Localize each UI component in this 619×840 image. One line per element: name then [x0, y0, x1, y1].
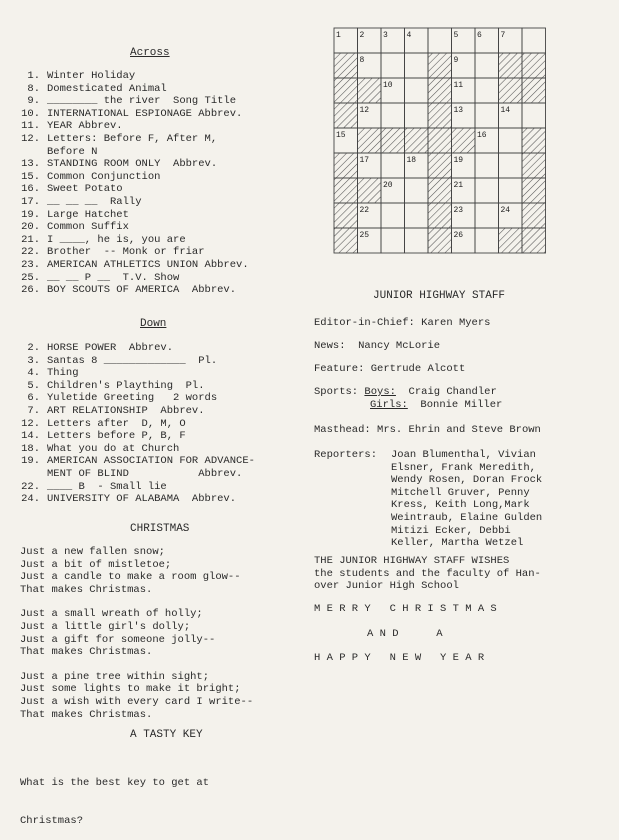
crossword-cell — [381, 203, 405, 228]
crossword-block — [358, 178, 382, 203]
crossword-block — [499, 53, 523, 78]
crossword-cell — [381, 153, 405, 178]
news-line — [314, 340, 440, 353]
crossword-cell — [499, 178, 523, 203]
clue-number: 18. — [21, 442, 40, 455]
clue-text: Letters: Before F, After M, — [47, 132, 218, 145]
crossword-block — [334, 203, 358, 228]
clue-number: 1. — [27, 70, 40, 82]
poem-line: That makes Christmas. — [20, 583, 153, 596]
crossword-block — [334, 153, 358, 178]
crossword-cell — [405, 228, 429, 253]
crossword-block — [522, 203, 546, 228]
across-clue — [0, 221, 249, 234]
crossword-cell — [475, 203, 499, 228]
poem-line: Just a gift for someone jolly-- — [20, 633, 216, 646]
grid-number: 1 — [336, 31, 341, 40]
down-clue — [0, 430, 255, 443]
crossword-block — [428, 128, 452, 153]
crossword-cell — [405, 53, 429, 78]
clue-number: 19. — [21, 455, 40, 468]
feature-label: Feature: — [314, 363, 365, 375]
reporters-label: Reporters: — [314, 449, 378, 461]
grid-number: 24 — [500, 206, 511, 215]
crossword-block — [522, 228, 546, 253]
poem-line: Just a new fallen snow; — [20, 546, 165, 558]
clue-text: INTERNATIONAL ESPIONAGE Abbrev. — [47, 107, 243, 120]
clue-number: 22. — [21, 480, 40, 493]
grid-number: 2 — [359, 31, 365, 40]
crossword-block — [522, 178, 546, 203]
across-clue — [0, 108, 249, 121]
clue-number: 20. — [21, 221, 40, 234]
and-a: A N D A — [367, 628, 443, 640]
clue-text: Before N — [47, 145, 98, 158]
crossword-cell — [428, 28, 452, 53]
poem-line: That makes Christmas. — [20, 646, 153, 659]
down-clue — [0, 481, 255, 494]
clue-text: ____ B - Small lie — [47, 480, 167, 493]
clue-text: Thing — [47, 367, 79, 380]
wishes-line: the students and the faculty of Han- — [314, 567, 541, 580]
clue-number: 21. — [21, 233, 40, 246]
clue-text: ________ the river Song Title — [47, 95, 237, 108]
grid-number: 9 — [453, 56, 459, 65]
crossword-block — [334, 178, 358, 203]
tasty-line: Christmas? — [20, 814, 84, 827]
poem-line: That makes Christmas. — [20, 708, 153, 721]
grid-number: 6 — [477, 31, 482, 40]
down-clue — [0, 493, 255, 506]
clue-text: I ____, he is, you are — [47, 233, 186, 246]
across-clue — [0, 234, 249, 247]
poem-line: Just a little girl's dolly; — [20, 620, 191, 633]
editor-line — [314, 317, 490, 330]
crossword-block — [334, 78, 358, 103]
clue-text: ART RELATIONSHIP Abbrev. — [47, 404, 205, 417]
grid-number: 22 — [359, 206, 370, 215]
sports-line-girls — [370, 399, 502, 412]
reporter-line: Mitchell Gruver, Penny — [391, 486, 530, 499]
clue-text: Letters after D, M, O — [47, 417, 186, 430]
grid-number: 23 — [453, 206, 464, 215]
poem-line: Just a wish with every card I write-- — [20, 695, 254, 708]
crossword-cell — [405, 203, 429, 228]
clue-number: 4. — [27, 367, 40, 380]
crossword-block — [522, 53, 546, 78]
tasty-line: What is the best key to get at — [20, 777, 210, 790]
grid-number: 13 — [453, 106, 464, 115]
across-clue — [0, 246, 249, 259]
clue-text: Winter Holiday — [47, 70, 136, 82]
grid-number: 10 — [383, 81, 393, 90]
clue-number: 8. — [27, 82, 40, 95]
clue-text: Santas 8 _____________ Pl. — [47, 354, 218, 367]
staff-heading: JUNIOR HIGHWAY STAFF — [373, 290, 506, 302]
across-heading: Across — [130, 47, 170, 59]
grid-number: 18 — [406, 156, 417, 165]
crossword-cell — [475, 153, 499, 178]
clue-text: Yuletide Greeting 2 words — [47, 392, 218, 405]
clue-text: UNIVERSITY OF ALABAMA Abbrev. — [47, 493, 237, 506]
poem-line: Just a bit of mistletoe; — [20, 558, 172, 571]
clue-number: 10. — [21, 107, 40, 120]
clue-text: YEAR Abbrev. — [47, 120, 123, 133]
tasty-key-title: A TASTY KEY — [130, 729, 203, 741]
reporters-list — [391, 449, 542, 550]
girls-label: Girls: — [370, 399, 408, 411]
clue-text: __ __ __ Rally — [47, 195, 142, 208]
clue-text: Letters before P, B, F — [47, 430, 186, 443]
crossword-cell — [405, 178, 429, 203]
reporter-line: Mitizi Ecker, Debbi — [391, 524, 511, 537]
crossword-block — [334, 228, 358, 253]
crossword-block — [428, 103, 452, 128]
clue-number: 25. — [21, 271, 40, 284]
reporter-line: Wendy Rosen, Doran Frock — [391, 474, 543, 487]
grid-number: 17 — [359, 156, 370, 165]
grid-number: 4 — [406, 31, 412, 40]
clue-number: 22. — [21, 246, 40, 259]
grid-number: 14 — [500, 106, 511, 115]
crossword-block — [428, 178, 452, 203]
across-clue — [0, 120, 249, 133]
feature-line — [314, 363, 465, 376]
crossword-cell — [381, 103, 405, 128]
grid-number: 11 — [453, 81, 464, 90]
happy-new-year: H A P P Y N E W Y E A R — [314, 652, 485, 664]
clue-text: AMERICAN ASSOCIATION FOR ADVANCE- — [47, 455, 255, 468]
across-clue — [0, 272, 249, 285]
across-clue — [0, 158, 249, 171]
grid-number: 5 — [453, 31, 459, 40]
clue-text: MENT OF BLIND Abbrev. — [47, 467, 243, 480]
down-clue — [0, 367, 255, 380]
clue-text: Brother -- Monk or friar — [47, 246, 205, 259]
reporter-line: Kress, Keith Long,Mark — [391, 499, 530, 512]
stanza-gap — [20, 659, 253, 671]
clue-text: Domesticated Animal — [47, 82, 167, 95]
news-label: News: — [314, 340, 346, 352]
across-clue — [0, 183, 249, 196]
clue-text: AMERICAN ATHLETICS UNION Abbrev. — [47, 258, 249, 271]
down-clue — [0, 418, 255, 431]
clue-number: 9. — [27, 95, 40, 108]
down-clue — [0, 355, 255, 368]
clue-number: 17. — [21, 195, 40, 208]
crossword-cell — [405, 103, 429, 128]
crossword-block — [522, 78, 546, 103]
clue-text: Common Conjunction — [47, 170, 161, 183]
crossword-block — [358, 128, 382, 153]
crossword-cell — [381, 53, 405, 78]
clue-number: 7. — [27, 404, 40, 417]
across-clue — [0, 83, 249, 96]
clue-text: __ __ P __ T.V. Show — [47, 271, 180, 284]
clue-number: 11. — [21, 120, 40, 133]
grid-number: 3 — [383, 31, 388, 40]
crossword-cell — [381, 228, 405, 253]
reporter-line: Elsner, Frank Meredith, — [391, 461, 536, 474]
sports-line-boys — [314, 386, 497, 399]
poem-line: Just a candle to make a room glow-- — [20, 571, 241, 584]
poem-line: Just some lights to make it bright; — [20, 683, 241, 696]
across-clue — [0, 284, 249, 297]
grid-number: 26 — [453, 231, 464, 240]
crossword-block — [452, 128, 476, 153]
across-clue — [0, 70, 249, 83]
crossword-cell — [499, 153, 523, 178]
poem-body — [20, 546, 253, 721]
crossword-cell — [475, 78, 499, 103]
down-heading: Down — [140, 318, 167, 330]
across-clue — [0, 133, 249, 146]
wishes-text — [314, 555, 541, 593]
grid-number: 25 — [359, 231, 370, 240]
clue-number: 23. — [21, 258, 40, 271]
girls-name: Bonnie Miller — [420, 399, 503, 411]
news-name: Nancy McLorie — [358, 340, 441, 352]
crossword-grid — [332, 26, 554, 261]
masthead-label: Masthead: — [314, 424, 371, 436]
clue-number: 2. — [27, 342, 40, 354]
across-clue — [0, 259, 249, 272]
crossword-block — [428, 53, 452, 78]
clue-text: BOY SCOUTS OF AMERICA Abbrev. — [47, 284, 237, 297]
clue-number: 6. — [27, 392, 40, 405]
clue-number: 26. — [21, 284, 40, 297]
wishes-line: over Junior High School — [314, 580, 459, 593]
crossword-block — [522, 153, 546, 178]
crossword-block — [334, 53, 358, 78]
reporter-line: Keller, Martha Wetzel — [391, 537, 524, 550]
crossword-cell — [499, 128, 523, 153]
clue-number: 13. — [21, 158, 40, 171]
clue-number: 12. — [21, 417, 40, 430]
stanza-gap — [20, 596, 253, 608]
poem-line: Just a small wreath of holly; — [20, 608, 203, 621]
grid-number: 15 — [336, 131, 346, 140]
crossword-block — [405, 128, 429, 153]
clue-number: 5. — [27, 379, 40, 392]
down-clue — [0, 380, 255, 393]
boys-label: Boys: — [364, 386, 396, 398]
crossword-cell — [522, 28, 546, 53]
clue-number: 16. — [21, 183, 40, 196]
crossword-block — [428, 78, 452, 103]
grid-number: 21 — [453, 181, 464, 190]
clue-text: What you do at Church — [47, 442, 180, 455]
reporter-line: Weintraub, Elaine Gulden — [391, 511, 543, 524]
clue-text: Children's Plaything Pl. — [47, 379, 205, 392]
clue-text: HORSE POWER Abbrev. — [47, 342, 174, 354]
crossword-cell — [405, 78, 429, 103]
clue-text: Large Hatchet — [47, 208, 129, 221]
across-clue — [0, 209, 249, 222]
masthead-line — [314, 424, 541, 437]
feature-name: Gertrude Alcott — [370, 363, 466, 375]
grid-number: 16 — [477, 131, 487, 140]
grid-number: 19 — [453, 156, 464, 165]
clue-number: 14. — [21, 430, 40, 443]
crossword-cell — [522, 103, 546, 128]
down-clue — [0, 468, 255, 481]
clue-number: 12. — [21, 132, 40, 145]
masthead-names: Mrs. Ehrin and Steve Brown — [377, 424, 541, 436]
down-clue — [0, 405, 255, 418]
across-clues — [0, 70, 249, 297]
grid-number: 12 — [359, 106, 370, 115]
grid-number: 20 — [383, 181, 393, 190]
clue-text: STANDING ROOM ONLY Abbrev. — [47, 158, 218, 171]
across-clue — [0, 196, 249, 209]
editor-label: Editor-in-Chief: — [314, 317, 415, 329]
merry-christmas: M E R R Y C H R I S T M A S — [314, 603, 497, 615]
sports-label: Sports: — [314, 386, 359, 398]
across-clue — [0, 146, 249, 159]
down-clue — [0, 455, 255, 468]
reporter-line: Joan Blumenthal, Vivian — [391, 449, 536, 461]
crossword-block — [428, 153, 452, 178]
across-clue — [0, 95, 249, 108]
crossword-block — [499, 228, 523, 253]
crossword-block — [428, 203, 452, 228]
crossword-cell — [475, 53, 499, 78]
crossword-block — [381, 128, 405, 153]
down-clue — [0, 392, 255, 405]
poem-line: Just a pine tree within sight; — [20, 670, 210, 683]
crossword-block — [522, 128, 546, 153]
grid-number: 7 — [500, 31, 506, 40]
crossword-block — [358, 78, 382, 103]
grid-number: 8 — [359, 56, 365, 65]
clue-number: 15. — [21, 170, 40, 183]
clue-number: 3. — [27, 354, 40, 367]
crossword-cell — [475, 178, 499, 203]
clue-text: Common Suffix — [47, 221, 129, 234]
crossword-cell — [475, 228, 499, 253]
down-clue — [0, 342, 255, 355]
boys-name: Craig Chandler — [408, 386, 497, 398]
crossword-cell — [475, 103, 499, 128]
tasty-key-question — [20, 752, 209, 840]
across-clue — [0, 171, 249, 184]
crossword-block — [499, 78, 523, 103]
editor-name: Karen Myers — [421, 317, 491, 329]
clue-text: Sweet Potato — [47, 183, 123, 196]
down-clue — [0, 443, 255, 456]
clue-number: 19. — [21, 208, 40, 221]
poem-title: CHRISTMAS — [130, 523, 190, 535]
clue-number: 24. — [21, 493, 40, 506]
crossword-block — [428, 228, 452, 253]
crossword-block — [334, 103, 358, 128]
wishes-line: THE JUNIOR HIGHWAY STAFF WISHES — [314, 555, 510, 567]
down-clues — [0, 342, 255, 506]
